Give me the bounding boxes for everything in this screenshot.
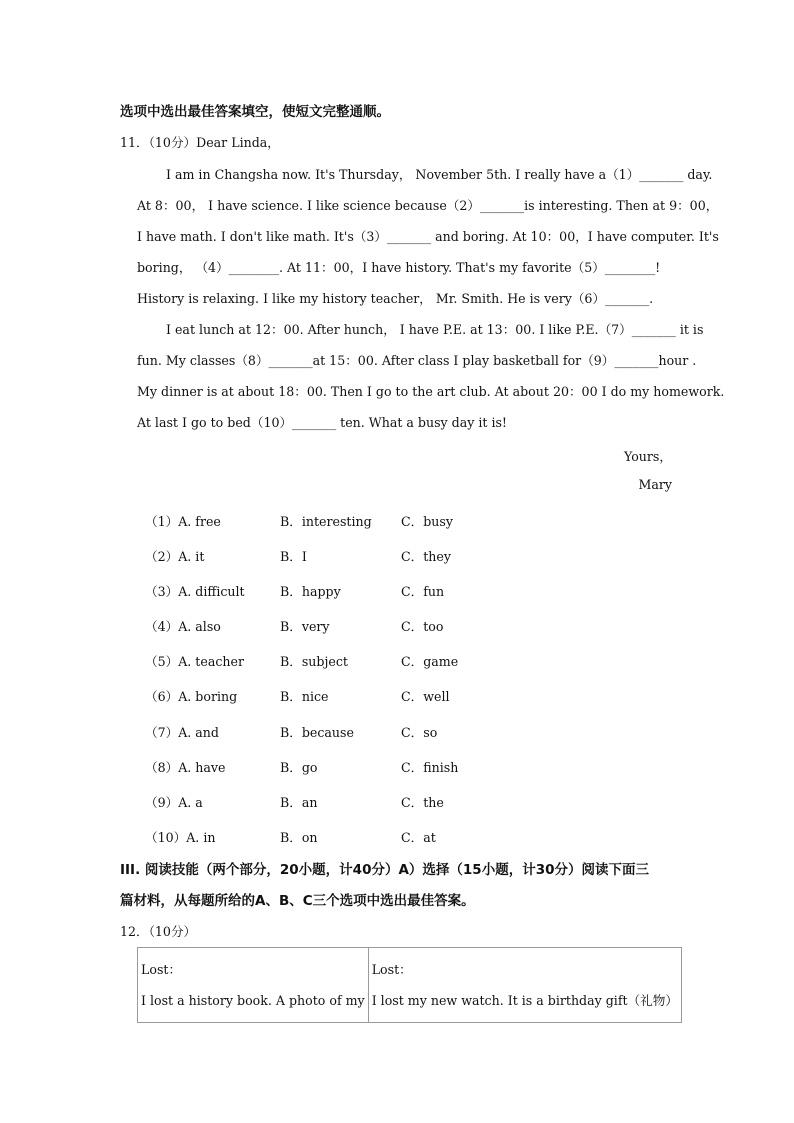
option-c: C．well: [401, 689, 450, 704]
question-11-header: 11．（10分）Dear Linda，: [120, 135, 280, 150]
notice-text: I lost my new watch. It is a birthday gift（礼物）: [371, 993, 678, 1008]
question-12-header: 12．（10分）: [120, 924, 197, 939]
option-c: C．so: [401, 725, 438, 740]
letter-paragraph-1: [137, 159, 719, 314]
option-a: （1）A. free: [145, 514, 221, 529]
option-row: [145, 581, 545, 601]
option-c: C．busy: [401, 514, 453, 529]
letter-closing: Yours，: [624, 449, 672, 464]
section-3-heading-cont: 篇材料，从每题所给的A、B、C三个选项中选出最佳答案。: [120, 893, 475, 909]
letter-line: My dinner is at about 18：00. Then I go to the art club. At about 20：00 I do my homework.: [137, 384, 725, 399]
section-3-heading: III. 阅读技能（两个部分，20小题，计40分）A）选择（15小题，计30分）阅读下面三: [120, 862, 649, 878]
letter-line: boring， （4）________. At 11：00，I have history. That's my favorite（5）________!: [137, 260, 661, 275]
letter-paragraph-2: [137, 314, 725, 438]
letter-line: I have math. I don't like math. It's（3）_______ and boring. At 10：00，I have computer. It's: [137, 229, 719, 244]
option-b: B．subject: [280, 654, 348, 669]
option-c: C．too: [401, 619, 444, 634]
option-row: [145, 686, 545, 706]
option-a: （8）A. have: [145, 760, 226, 775]
option-row: [145, 546, 545, 566]
letter-line: I eat lunch at 12：00. After hunch， I have P.E. at 13：00. I like P.E.（7）_______ it is: [166, 322, 704, 337]
option-c: C．they: [401, 549, 451, 564]
option-row: [145, 722, 545, 742]
option-row: [145, 792, 545, 812]
letter-line: History is relaxing. I like my history teacher， Mr. Smith. He is very（6）_______.: [137, 291, 654, 306]
option-a: （10）A. in: [145, 830, 216, 845]
letter-line: At 8：00， I have science. I like science because（2）_______is interesting. Then at 9：00，: [137, 198, 719, 213]
option-row: [145, 511, 545, 531]
option-b: B．I: [280, 549, 307, 564]
option-b: B．because: [280, 725, 354, 740]
option-b: B．an: [280, 795, 318, 810]
option-c: C．at: [401, 830, 436, 845]
option-row: [145, 616, 545, 636]
option-a: （5）A. teacher: [145, 654, 244, 669]
option-c: C．finish: [401, 760, 459, 775]
option-row: [145, 651, 545, 671]
table-cell: [138, 948, 369, 1023]
option-b: B．very: [280, 619, 330, 634]
option-b: B．nice: [280, 689, 329, 704]
notice-text: I lost a history book. A photo of my: [141, 993, 365, 1008]
notice-title: Lost：: [141, 962, 182, 977]
letter-line: fun. My classes（8）_______at 15：00. After class I play basketball for（9）_______hour .: [137, 353, 697, 368]
option-a: （4）A. also: [145, 619, 221, 634]
option-b: B．interesting: [280, 514, 372, 529]
letter-line: I am in Changsha now. It's Thursday， November 5th. I really have a（1）_______ day.: [166, 167, 713, 182]
option-c: C．the: [401, 795, 444, 810]
option-a: （9）A. a: [145, 795, 203, 810]
option-a: （7）A. and: [145, 725, 219, 740]
option-b: B．on: [280, 830, 318, 845]
option-a: （6）A. boring: [145, 689, 238, 704]
lost-notices-table: [137, 947, 682, 1023]
letter-line: At last I go to bed（10）_______ ten. What a busy day it is!: [137, 415, 507, 430]
notice-title: Lost：: [371, 962, 412, 977]
option-a: （2）A. it: [145, 549, 205, 564]
option-row: [145, 827, 545, 847]
option-c: C．game: [401, 654, 459, 669]
option-b: B．happy: [280, 584, 341, 599]
option-b: B．go: [280, 760, 318, 775]
table-cell: [368, 948, 681, 1023]
option-a: （3）A. difficult: [145, 584, 245, 599]
section-instruction: 选项中选出最佳答案填空，使短文完整通顺。: [120, 104, 390, 120]
option-c: C．fun: [401, 584, 445, 599]
option-row: [145, 757, 545, 777]
table-row: [138, 948, 682, 1023]
letter-signature: Mary: [638, 477, 672, 492]
